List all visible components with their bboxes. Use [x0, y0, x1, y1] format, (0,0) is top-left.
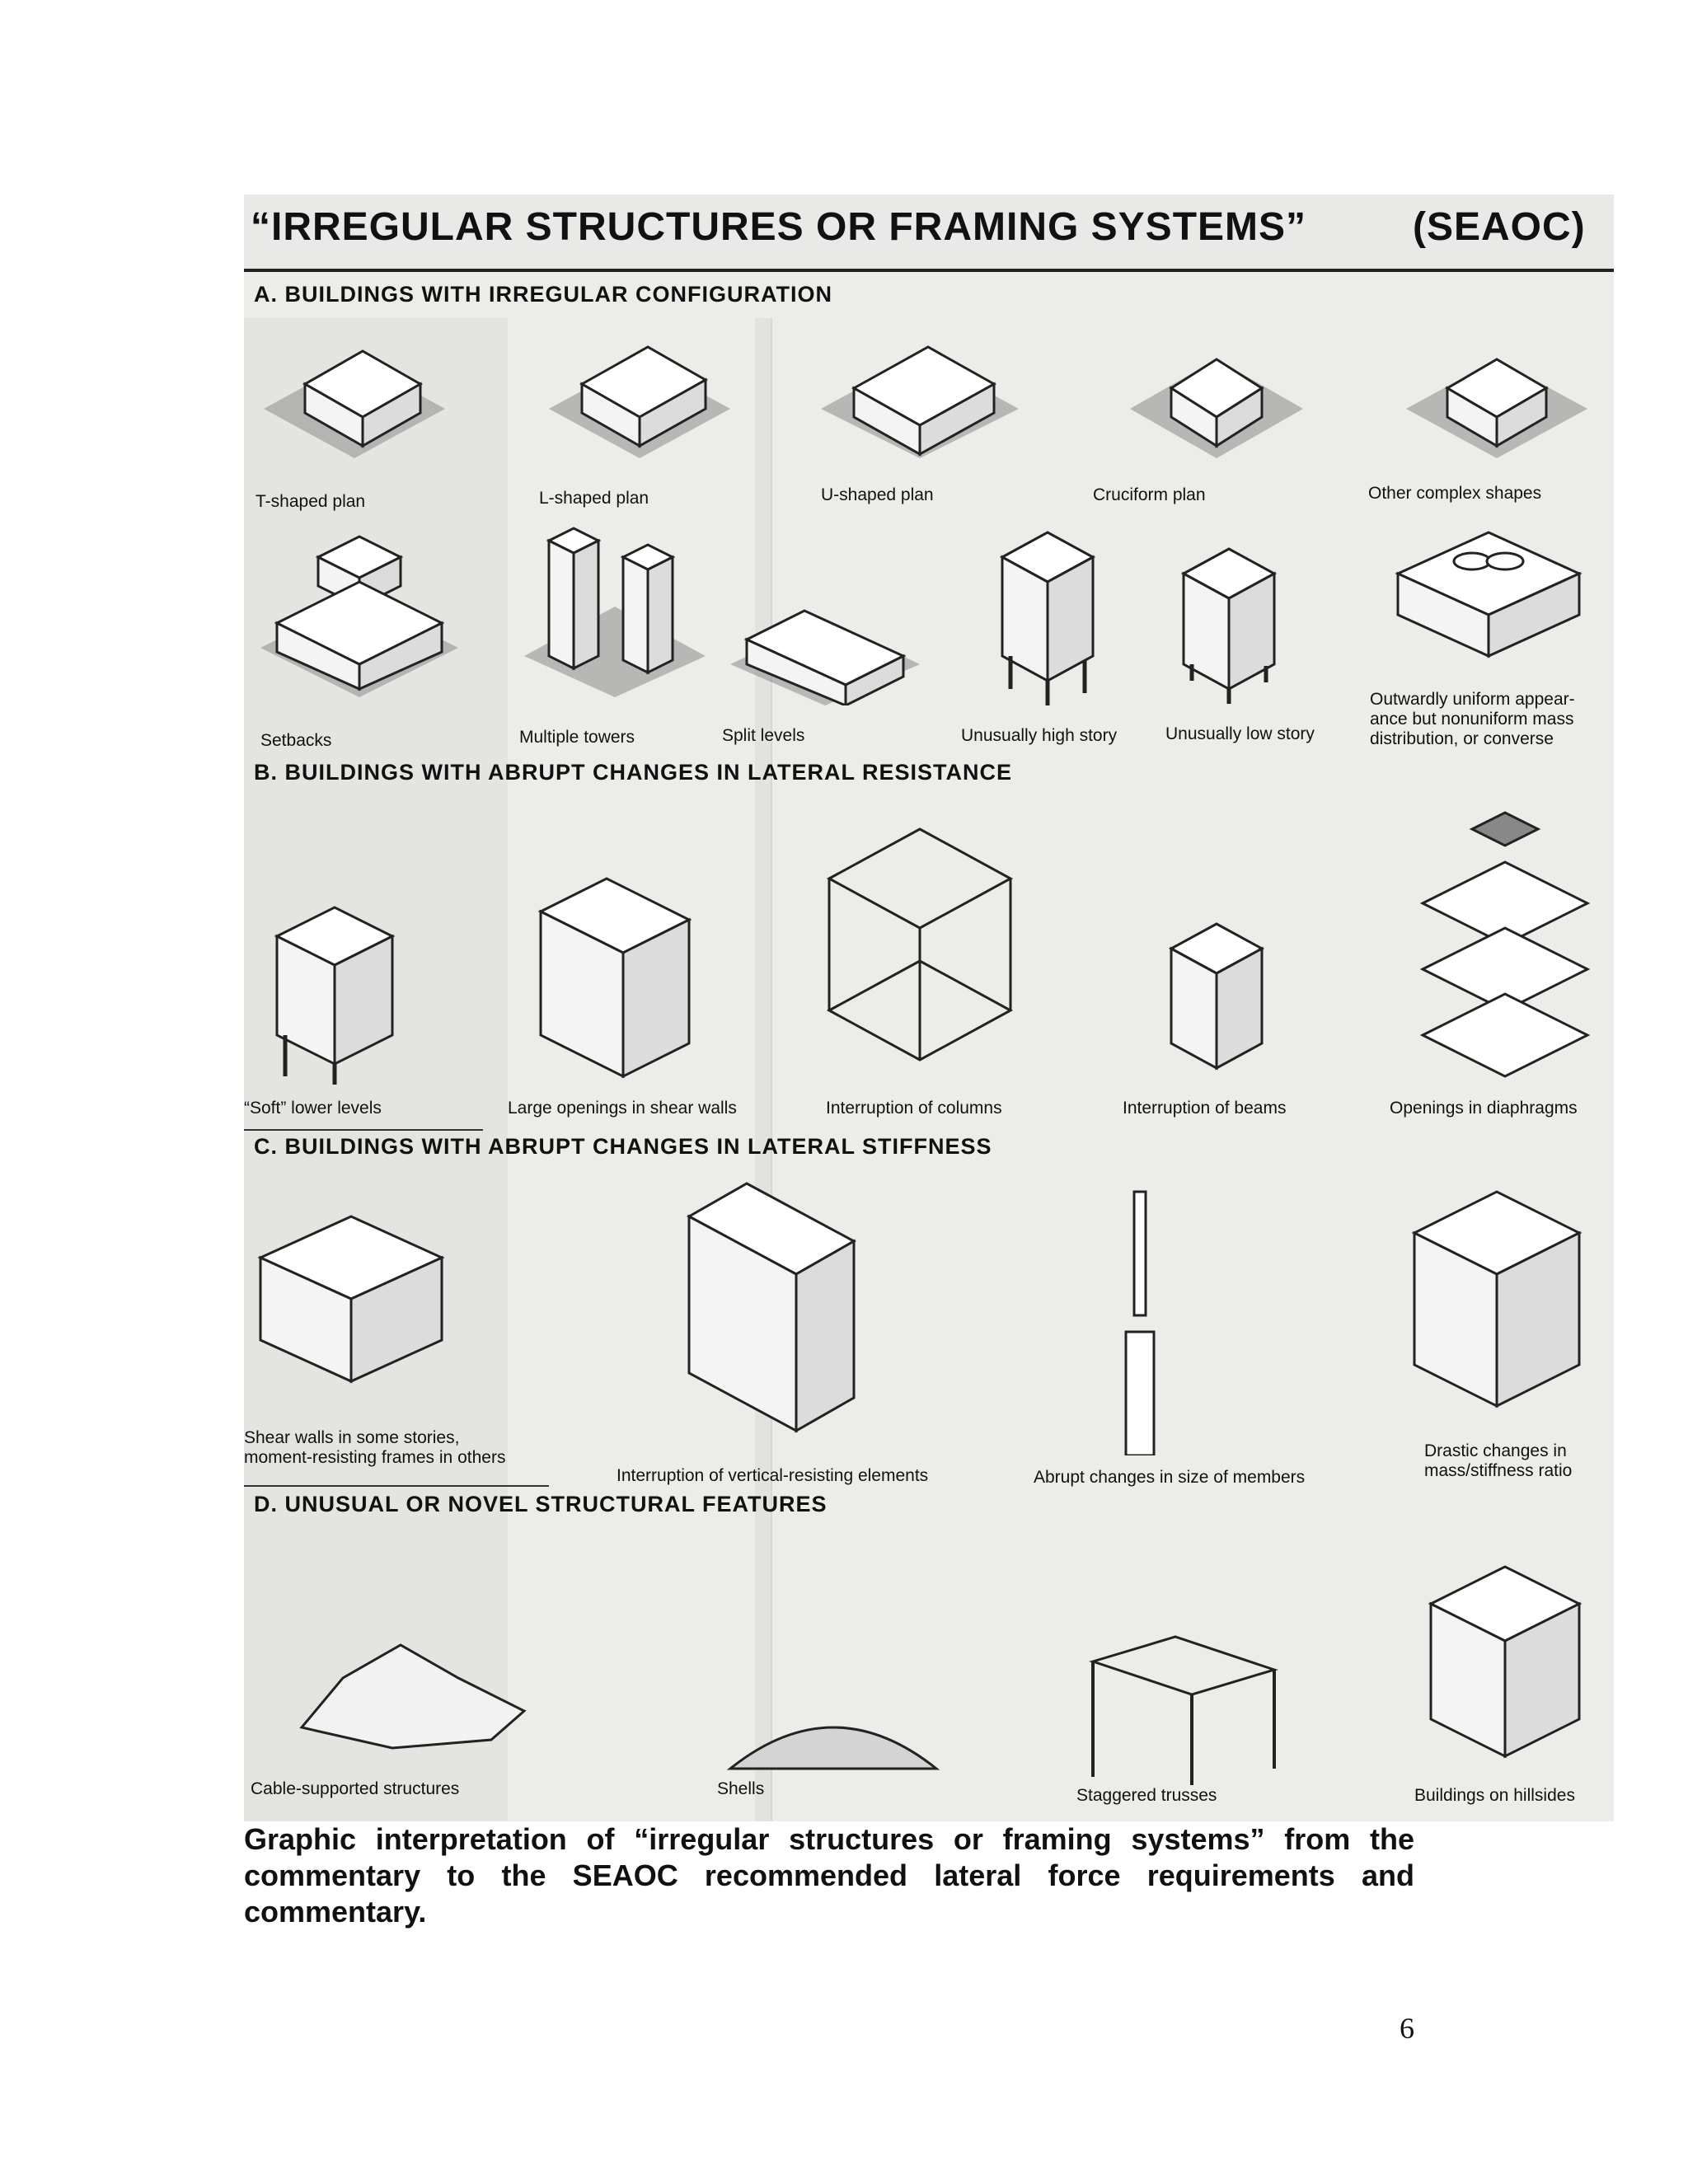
caption-cruciform-plan: Cruciform plan	[1093, 485, 1206, 504]
shear-walls-some-stories-illustration	[244, 1200, 458, 1406]
caption-drastic-changes-line-1: Drastic changes in	[1424, 1441, 1567, 1460]
caption-buildings-on-hillsides: Buildings on hillsides	[1414, 1786, 1575, 1805]
caption-setbacks: Setbacks	[260, 731, 332, 750]
shells-illustration	[722, 1703, 945, 1777]
section-a-heading: A. BUILDINGS WITH IRREGULAR CONFIGURATION	[254, 282, 832, 307]
caption-unusually-high-story: Unusually high story	[961, 726, 1118, 745]
caption-interruption-of-columns: Interruption of columns	[826, 1099, 1002, 1118]
cable-supported-illustration	[293, 1637, 532, 1760]
caption-l-shaped-plan: L-shaped plan	[539, 489, 649, 508]
section-d-heading: D. UNUSUAL OR NOVEL STRUCTURAL FEATURES	[254, 1492, 828, 1516]
caption-large-openings-shear-walls: Large openings in shear walls	[508, 1099, 737, 1118]
other-complex-shapes-illustration	[1398, 326, 1596, 458]
multiple-towers-illustration	[524, 516, 706, 697]
figure-title-bar	[244, 194, 1614, 272]
drastic-mass-stiffness-illustration	[1398, 1183, 1596, 1422]
caption-unusually-low-story: Unusually low story	[1165, 724, 1315, 743]
section-c-rule	[244, 1485, 549, 1487]
caption-other-complex-shapes: Other complex shapes	[1368, 484, 1542, 503]
page-number: 6	[1400, 2012, 1414, 2045]
caption-interruption-vertical-resisting: Interruption of vertical-resisting elements	[617, 1466, 929, 1485]
buildings-on-hillsides-illustration	[1414, 1554, 1596, 1785]
u-shaped-plan-illustration	[813, 326, 1027, 458]
openings-in-diaphragms-illustration	[1406, 796, 1596, 1085]
caption-shear-walls-line-1: Shear walls in some stories,	[244, 1428, 460, 1447]
caption-interruption-of-beams: Interruption of beams	[1123, 1099, 1287, 1118]
cruciform-plan-illustration	[1126, 326, 1307, 458]
figure-org: (SEAOC)	[1413, 205, 1586, 249]
caption-u-shaped-plan: U-shaped plan	[821, 485, 934, 504]
interruption-of-beams-illustration	[1159, 920, 1274, 1085]
caption-soft-lower-levels: “Soft” lower levels	[244, 1099, 382, 1118]
l-shaped-plan-illustration	[541, 326, 738, 458]
caption-t-shaped-plan: T-shaped plan	[256, 492, 366, 511]
caption-cable-supported: Cable-supported structures	[251, 1779, 460, 1798]
staggered-trusses-illustration	[1076, 1629, 1291, 1785]
caption-shear-walls-line-2: moment-resisting frames in others	[244, 1448, 506, 1467]
caption-drastic-changes-line-2: mass/stiffness ratio	[1424, 1461, 1573, 1480]
unusually-low-story-illustration	[1167, 541, 1291, 705]
caption-nonuniform-mass-line-1: Outwardly uniform appear-	[1370, 690, 1575, 709]
caption-nonuniform-mass-line-2: ance but nonuniform mass	[1370, 710, 1574, 729]
soft-lower-levels-illustration	[260, 903, 409, 1085]
section-c-heading: C. BUILDINGS WITH ABRUPT CHANGES IN LATERAL STIFFNESS	[254, 1134, 992, 1159]
figure-title: “IRREGULAR STRUCTURES OR FRAMING SYSTEMS”	[251, 205, 1307, 249]
section-b-rule	[244, 1129, 483, 1131]
large-openings-shear-walls-illustration	[524, 870, 706, 1085]
figure-caption: Graphic interpretation of “irregular structures or framing systems” from the commentary to the SEAOC recommended lateral force requirements and commentary.	[244, 1822, 1414, 1929]
seaoc-figure	[244, 194, 1614, 1821]
split-levels-illustration	[730, 574, 920, 705]
t-shaped-plan-illustration	[256, 326, 453, 458]
unusually-high-story-illustration	[986, 524, 1109, 705]
section-b-heading: B. BUILDINGS WITH ABRUPT CHANGES IN LATERAL RESISTANCE	[254, 760, 1013, 785]
caption-abrupt-changes-members: Abrupt changes in size of members	[1034, 1468, 1306, 1487]
caption-openings-in-diaphragms: Openings in diaphragms	[1390, 1099, 1578, 1118]
caption-split-levels: Split levels	[722, 726, 805, 745]
caption-multiple-towers: Multiple towers	[519, 728, 635, 747]
interruption-of-columns-illustration	[813, 821, 1027, 1085]
caption-nonuniform-mass-line-3: distribution, or converse	[1370, 729, 1554, 748]
caption-staggered-trusses: Staggered trusses	[1076, 1786, 1217, 1805]
abrupt-changes-members-illustration	[1109, 1183, 1175, 1455]
interruption-vertical-resisting-illustration	[673, 1175, 870, 1439]
nonuniform-mass-illustration	[1381, 524, 1596, 673]
caption-shells: Shells	[717, 1779, 765, 1798]
setbacks-illustration	[260, 516, 458, 697]
